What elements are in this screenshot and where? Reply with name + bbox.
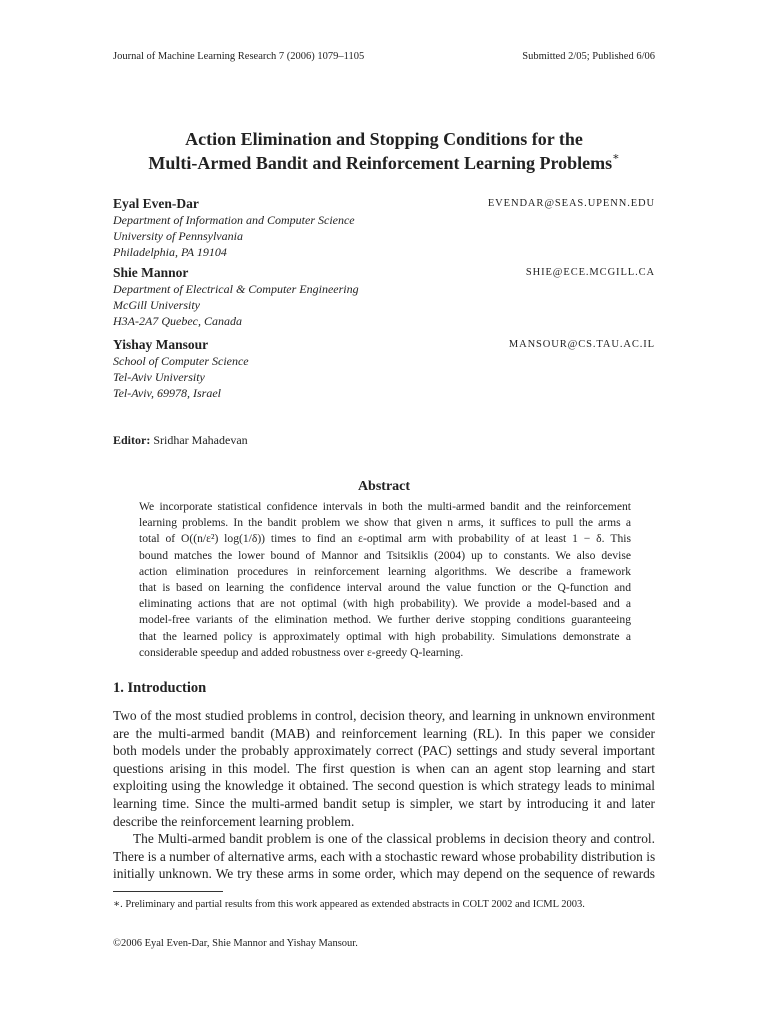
author-block-2	[113, 265, 655, 329]
footnote-rule	[113, 891, 223, 892]
title-line-1: Action Elimination and Stopping Conditions for the	[185, 129, 583, 149]
affiliation-line: Tel-Aviv University	[113, 370, 205, 384]
body-line: Two of the most studied problems in control, decision theory, and learning in unknown environment	[113, 708, 655, 723]
abstract-heading: Abstract	[357, 479, 411, 494]
body-line: exploiting using the knowledge it obtained. The second question is which strategy leads to minimal	[113, 778, 655, 794]
affiliation-line: Department of Information and Computer Science	[113, 213, 355, 227]
abstract-line: model-free variants of the elimination method. We further derive stopping conditions guaranteeing	[139, 613, 631, 627]
title-line-2	[113, 151, 655, 175]
affiliation-line: Philadelphia, PA 19104	[113, 245, 227, 259]
author-email: MANSOUR@CS.TAU.AC.IL	[508, 339, 655, 350]
body-line: learning time. Since the multi-armed bandit setup is simpler, we start by introducing it and later	[113, 795, 655, 811]
body-line: both models under the probably approximately correct (PAC) settings and study several important	[113, 743, 655, 759]
abstract-line: considerable speedup and added robustness over ε-greedy Q-learning.	[139, 645, 464, 659]
abstract-line: that is based on learning the confidence interval around the value function or the Q-function and	[139, 580, 631, 594]
affiliation-line: McGill University	[113, 298, 200, 312]
author-name: Yishay Mansour	[113, 337, 209, 352]
footnote: ∗. Preliminary and partial results from this work appeared as extended abstracts in COLT 2002 and ICML 2003.	[113, 899, 585, 910]
abstract-line: We incorporate statistical confidence intervals in both the multi-armed bandit and the reinforcement	[139, 500, 631, 513]
section-heading-introduction: 1. Introduction	[113, 680, 207, 696]
abstract-line: total of O((n/ε²) log(1/δ)) times to find an ε-optimal arm with probability of at least 1 − δ. This	[139, 532, 631, 546]
body-line: questions arising in this model. The first question is when can an agent stop learning and start	[113, 760, 655, 776]
editor-name: Sridhar Mahadevan	[153, 433, 248, 447]
author-block-3	[113, 337, 655, 401]
abstract-line: that the learned policy is approximately optimal with high probability. Simulations demonstrate a	[139, 629, 631, 643]
body-line: There is a number of alternative arms, each with a stochastic reward whose probability distribution is	[113, 848, 656, 864]
paper-title	[113, 127, 655, 175]
body-line: are the multi-armed bandit (MAB) and reinforcement learning (RL). In this paper we consider	[113, 725, 655, 741]
affiliation-line: Tel-Aviv, 69978, Israel	[113, 386, 221, 400]
author-block-1	[113, 196, 655, 260]
editor-label: Editor:	[113, 433, 151, 447]
abstract-line: bound matches the lower bound of Mannor and Tsitsiklis (2004) up to constants. We also devise	[139, 548, 631, 562]
author-name: Eyal Even-Dar	[113, 196, 199, 211]
submission-dates: Submitted 2/05; Published 6/06	[522, 51, 655, 62]
title-footnote-marker: ∗	[612, 151, 620, 163]
journal-header: Journal of Machine Learning Research 7 (2006) 1079–1105	[113, 51, 365, 62]
editor-line	[113, 433, 248, 448]
body-line: initially unknown. We try these arms in some order, which may depend on the sequence of rewards	[113, 866, 655, 882]
affiliation-line: H3A-2A7 Quebec, Canada	[113, 314, 242, 328]
abstract-line: learning problems. In the bandit problem we show that given n arms, it suffices to pull the arms a	[139, 516, 631, 530]
body-line: The Multi-armed bandit problem is one of the classical problems in decision theory and control.	[133, 831, 655, 847]
author-name: Shie Mannor	[113, 265, 189, 280]
copyright-notice: ©2006 Eyal Even-Dar, Shie Mannor and Yishay Mansour.	[113, 938, 358, 949]
title-line-2-text: Multi-Armed Bandit and Reinforcement Learning Problems	[148, 153, 613, 173]
introduction-body	[113, 707, 655, 883]
body-line: describe the reinforcement learning problem.	[113, 813, 355, 829]
author-email: EVENDAR@SEAS.UPENN.EDU	[487, 198, 655, 209]
affiliation-line: School of Computer Science	[113, 354, 249, 368]
affiliation-line: University of Pennsylvania	[113, 229, 243, 243]
abstract-body	[139, 499, 631, 661]
author-email: SHIE@ECE.MCGILL.CA	[525, 267, 655, 278]
affiliation-line: Department of Electrical & Computer Engineering	[113, 282, 359, 296]
abstract-line: eliminating actions that are not optimal (with high probability). We provide a model-based and a	[139, 597, 631, 611]
abstract-line: action elimination procedures in reinforcement learning algorithms. We describe a framework	[139, 564, 631, 578]
